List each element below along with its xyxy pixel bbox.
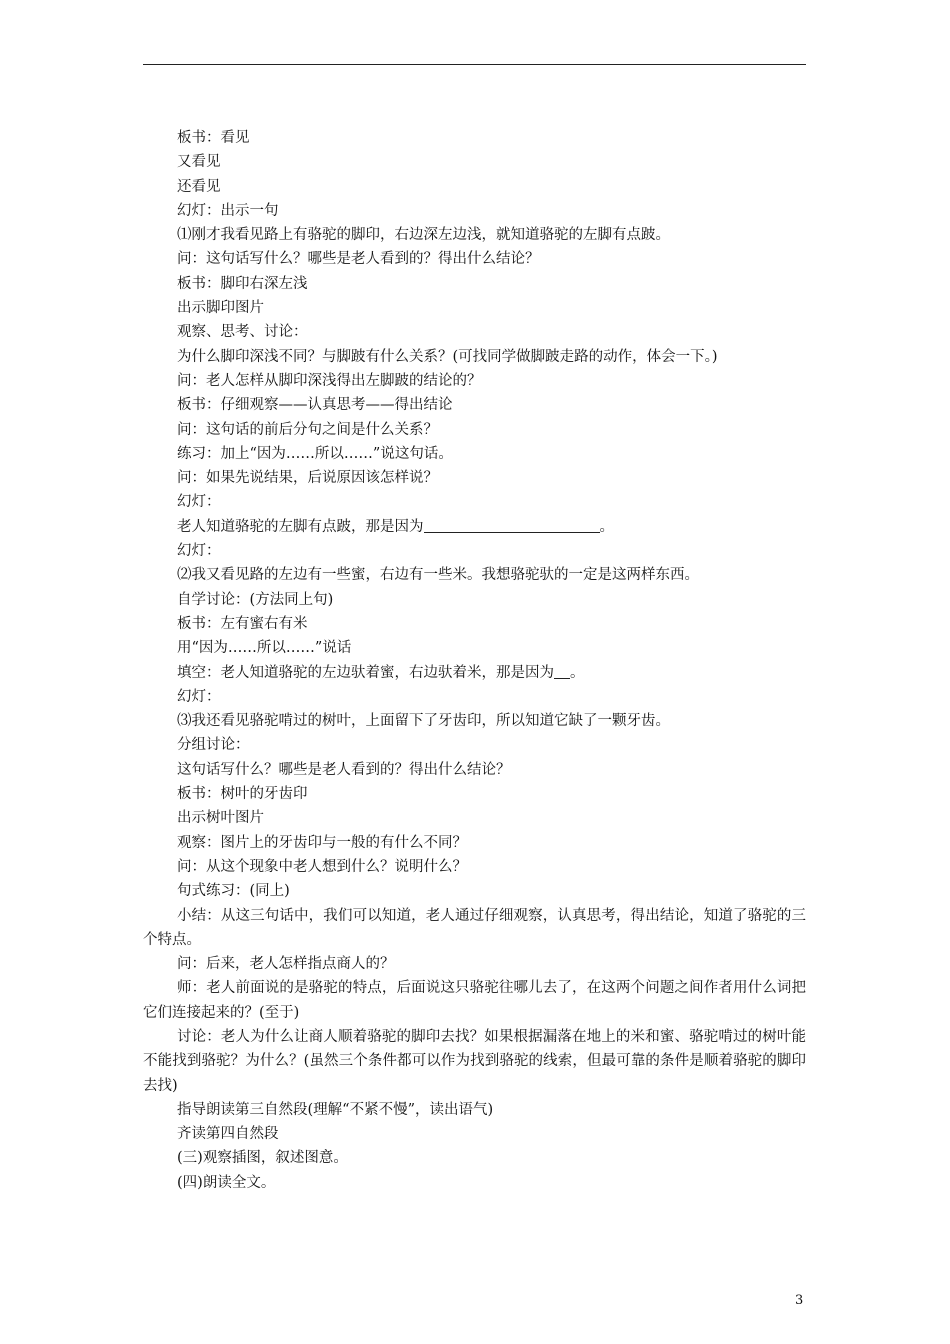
line-text: 问：从这个现象中老人想到什么？说明什么？ bbox=[177, 858, 467, 875]
line-text: 练习：加上“因为……所以……”说这句话。 bbox=[177, 445, 453, 462]
document-body bbox=[143, 126, 806, 1195]
text-line bbox=[143, 758, 806, 782]
header-rule bbox=[143, 64, 806, 65]
text-line bbox=[143, 685, 806, 709]
line-text: 填空：老人知道骆驼的左边驮着蜜，右边驮着米，那是因为 bbox=[177, 664, 554, 681]
line-text: 出示树叶图片 bbox=[177, 810, 264, 827]
line-text: ⑶我还看见骆驼啃过的树叶，上面留下了牙齿印，所以知道它缺了一颗牙齿。 bbox=[177, 713, 670, 730]
text-line bbox=[143, 490, 806, 514]
line-text: 还看见 bbox=[177, 178, 221, 195]
text-line bbox=[143, 879, 806, 903]
text-line bbox=[143, 296, 806, 320]
line-text: 分组讨论： bbox=[177, 737, 250, 754]
line-text: ⑴刚才我看见路上有骆驼的脚印，右边深左边浅，就知道骆驼的左脚有点跛。 bbox=[177, 227, 670, 244]
line-ending: 。 bbox=[599, 518, 614, 535]
line-text: 这句话写什么？哪些是老人看到的？得出什么结论？ bbox=[177, 761, 511, 778]
text-line bbox=[143, 855, 806, 879]
line-text: 板书：脚印右深左浅 bbox=[177, 275, 308, 292]
line-text: 问：老人怎样从脚印深浅得出左脚跛的结论的？ bbox=[177, 372, 482, 389]
text-line bbox=[143, 175, 806, 199]
line-text: 板书：树叶的牙齿印 bbox=[177, 786, 308, 803]
text-line bbox=[143, 588, 806, 612]
line-text: (三)观察插图，叙述图意。 bbox=[177, 1150, 348, 1167]
text-line bbox=[143, 952, 806, 976]
text-line bbox=[143, 199, 806, 223]
text-line bbox=[143, 806, 806, 830]
line-text: 出示脚印图片 bbox=[177, 300, 264, 317]
line-text: 句式练习：(同上) bbox=[177, 883, 290, 900]
text-line bbox=[143, 733, 806, 757]
text-line bbox=[143, 612, 806, 636]
text-line bbox=[143, 126, 806, 150]
text-line bbox=[143, 1025, 806, 1098]
text-line bbox=[143, 782, 806, 806]
text-line bbox=[143, 345, 806, 369]
text-line bbox=[143, 393, 806, 417]
text-line bbox=[143, 418, 806, 442]
text-line bbox=[143, 369, 806, 393]
text-line bbox=[143, 150, 806, 174]
line-text: 幻灯：出示一句 bbox=[177, 202, 279, 219]
text-line bbox=[143, 1122, 806, 1146]
text-line bbox=[143, 976, 806, 1025]
line-text: 师：老人前面说的是骆驼的特点，后面说这只骆驼往哪儿去了，在这两个问题之间作者用什么词把它们连接起来的？(至于) bbox=[143, 980, 806, 1021]
line-text: 问：如果先说结果，后说原因该怎样说？ bbox=[177, 470, 438, 487]
text-line bbox=[143, 247, 806, 271]
line-text: 板书：左有蜜右有米 bbox=[177, 615, 308, 632]
text-line bbox=[143, 661, 806, 685]
text-line bbox=[143, 904, 806, 953]
text-line bbox=[143, 539, 806, 563]
line-text: 幻灯： bbox=[177, 688, 221, 705]
line-text: 幻灯： bbox=[177, 543, 221, 560]
line-text: 板书：看见 bbox=[177, 130, 250, 146]
text-line bbox=[143, 320, 806, 344]
text-line bbox=[143, 1171, 806, 1195]
line-text: 幻灯： bbox=[177, 494, 221, 511]
text-line bbox=[143, 1098, 806, 1122]
line-text: ⑵我又看见路的左边有一些蜜，右边有一些米。我想骆驼驮的一定是这两样东西。 bbox=[177, 567, 699, 584]
text-line bbox=[143, 223, 806, 247]
text-line bbox=[143, 272, 806, 296]
line-ending: 。 bbox=[570, 664, 585, 681]
text-line bbox=[143, 515, 806, 539]
fill-in-blank bbox=[554, 662, 570, 679]
line-text: 小结：从这三句话中，我们可以知道，老人通过仔细观察，认真思考，得出结论，知道了骆驼的三个特点。 bbox=[143, 907, 806, 948]
line-text: 观察、思考、讨论： bbox=[177, 324, 308, 341]
text-line bbox=[143, 709, 806, 733]
text-line bbox=[143, 563, 806, 587]
line-text: 指导朗读第三自然段(理解“不紧不慢”，读出语气) bbox=[177, 1101, 494, 1118]
text-line bbox=[143, 831, 806, 855]
text-line bbox=[143, 636, 806, 660]
fill-in-blank bbox=[424, 516, 600, 533]
line-text: 又看见 bbox=[177, 154, 221, 171]
text-line bbox=[143, 466, 806, 490]
text-line bbox=[143, 1146, 806, 1170]
line-text: 问：这句话的前后分句之间是什么关系？ bbox=[177, 421, 438, 438]
line-text: 问：后来，老人怎样指点商人的？ bbox=[177, 956, 395, 973]
line-text: 为什么脚印深浅不同？与脚跛有什么关系？(可找同学做脚跛走路的动作，体会一下。) bbox=[177, 348, 718, 365]
line-text: 自学讨论：(方法同上句) bbox=[177, 591, 334, 608]
line-text: 齐读第四自然段 bbox=[177, 1126, 279, 1143]
line-text: 用“因为……所以……”说话 bbox=[177, 640, 352, 657]
line-text: 问：这句话写什么？哪些是老人看到的？得出什么结论？ bbox=[177, 251, 540, 268]
page-number: 3 bbox=[795, 1293, 804, 1308]
line-text: 观察：图片上的牙齿印与一般的有什么不同？ bbox=[177, 834, 467, 851]
line-text: (四)朗读全文。 bbox=[177, 1174, 276, 1191]
line-text: 讨论：老人为什么让商人顺着骆驼的脚印去找？如果根据漏落在地上的米和蜜、骆驼啃过的树叶能不能找到骆驼？为什么？(虽然三个条件都可以作为找到骆驼的线索，但最可靠的条件是顺着骆驼的脚印去找) bbox=[143, 1028, 806, 1094]
line-text: 老人知道骆驼的左脚有点跛，那是因为 bbox=[177, 518, 424, 535]
line-text: 板书：仔细观察——认真思考——得出结论 bbox=[177, 397, 453, 414]
text-line bbox=[143, 442, 806, 466]
